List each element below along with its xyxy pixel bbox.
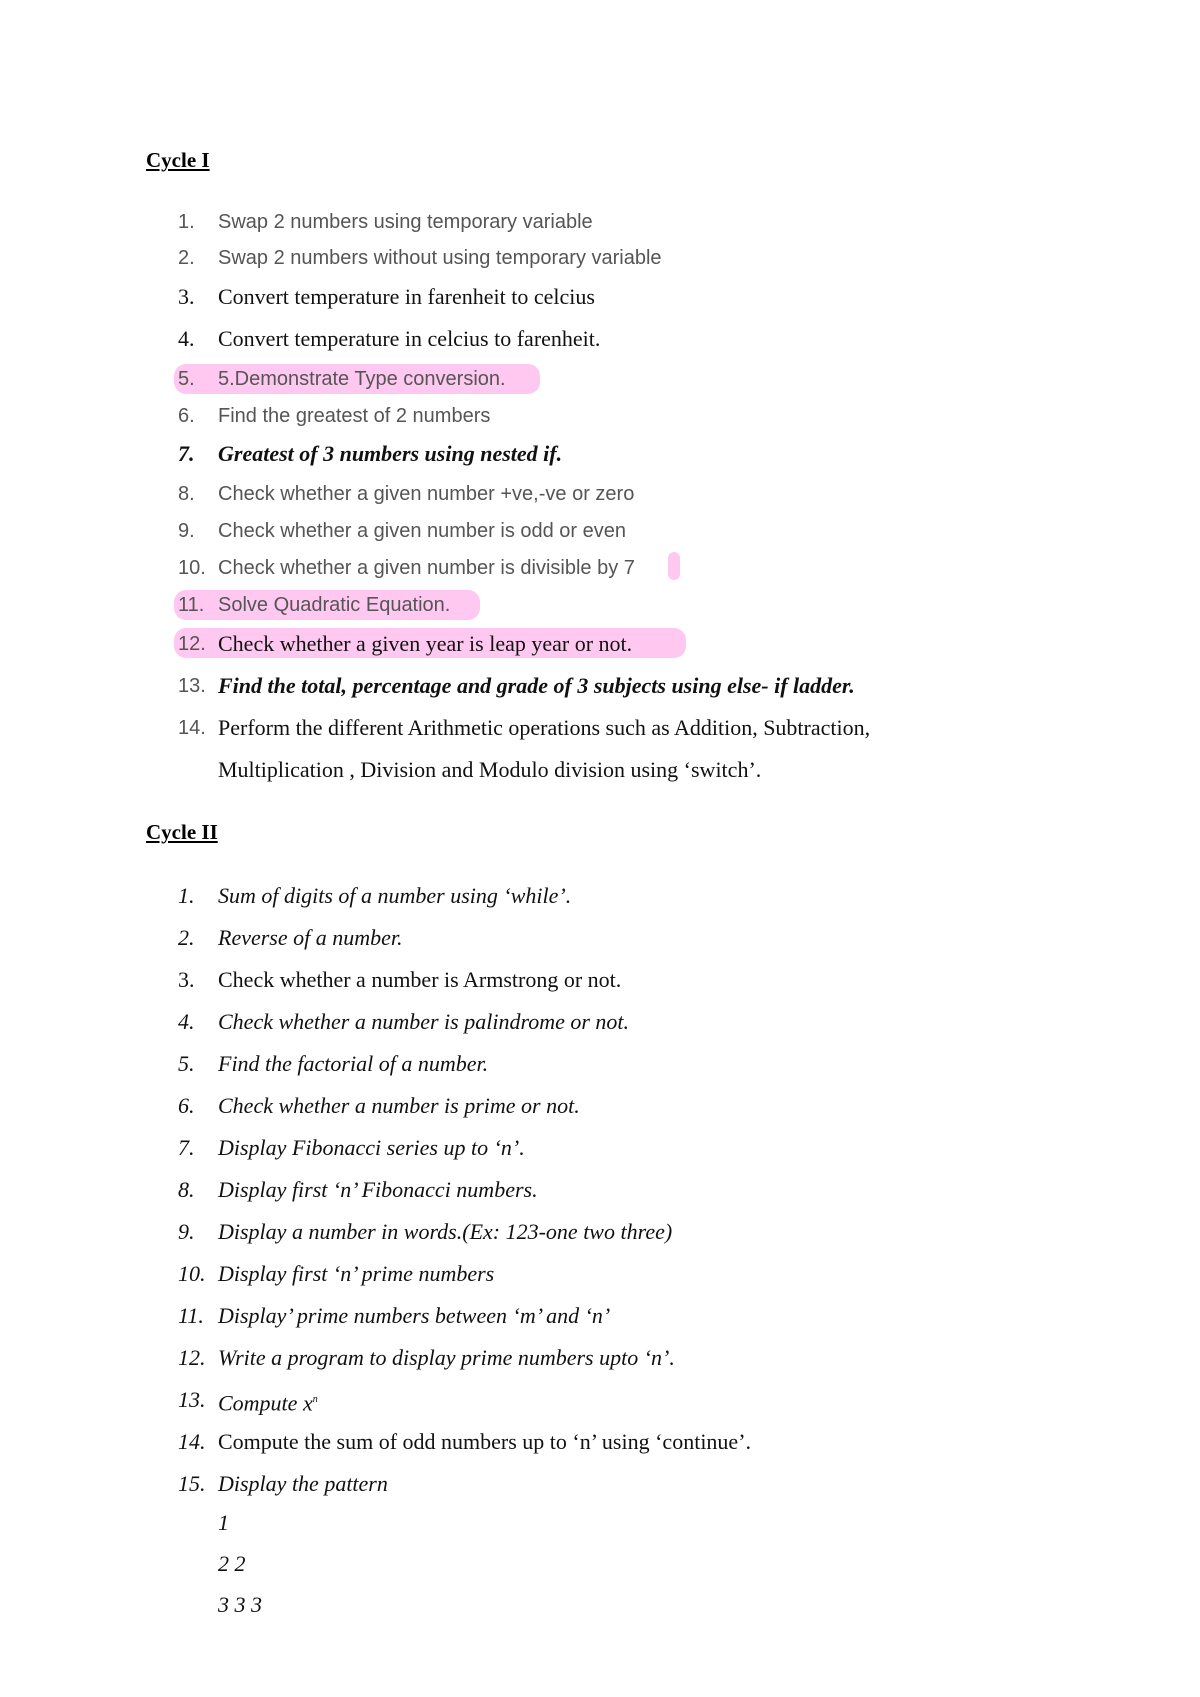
- pattern-line: 1: [218, 1510, 229, 1535]
- document-page: Cycle I 1. Swap 2 numbers using temporary variable 2. Swap 2 numbers without using temporary variable 3. Convert temperature in farenheit to celcius 4. Convert temperature in celcius to farenheit. 5. 5.Demonstrate Type conversion. 6. Find the greatest of 2 numbers 7. Greatest of 3 numbers using nested if. 8. Check whether a given number +ve,-ve or zero 9. Check whether a given number is odd or even 10. Check whether a given number is divisible by 7 11. Solve Quadratic Equation. 12. Check whether a given year is leap year or not. 13. Find the total, percentage and grade of 3 subjects using else- if ladder. 14. Perform the different Arithmetic operations such as Addition, Subtraction, Multiplication , Division and Modulo division using ‘switch’. Cycle II 1. Sum of digits of a number using ‘while’. 2. Reverse of a number. 3. Check whether a number is Armstrong or not. 4. Check whether a number is palindrome or not. 5. Find the factorial of a number. 6. Check whether a number is prime or not. 7. Display Fibonacci series up to ‘n’. 8. Display first ‘n’ Fibonacci numbers. 9. Display a number in words.(Ex: 123-one two three) 10. Display first ‘n’ prime numbers 11. Display’ prime numbers between ‘m’ and ‘n’ 12. Write a program to display prime numbers upto ‘n’. 13. Compute $x^n$ 14. Compute the sum of odd numbers up to ‘n’ using ‘continue’. 15. Display the pattern 1 2 2 3 3 3: [146, 148, 871, 1617]
- pattern-line: 2 2: [218, 1551, 246, 1576]
- highlight-item-10-tail: [668, 552, 680, 580]
- cycle-2-heading: Cycle II: [146, 820, 218, 844]
- pattern-line: 3 3 3: [218, 1592, 262, 1617]
- cycle-1-item-14-continuation: Multiplication , Division and Modulo division using ‘switch’.: [218, 757, 762, 782]
- cycle-1-heading: Cycle I: [146, 148, 210, 172]
